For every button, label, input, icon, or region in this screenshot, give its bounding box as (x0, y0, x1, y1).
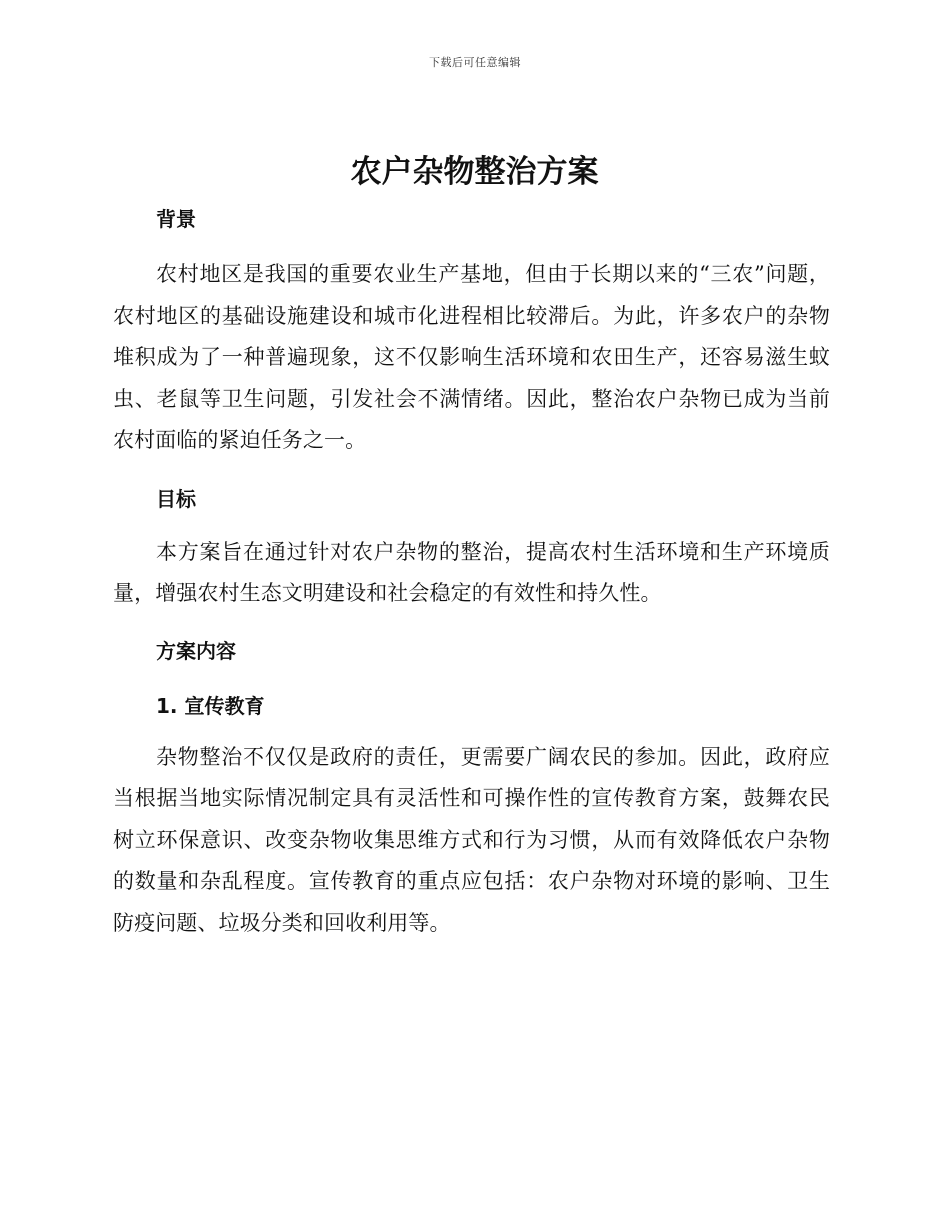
paragraph-background: 农村地区是我国的重要农业生产基地，但由于长期以来的“三农”问题，农村地区的基础设施建设和城市化进程相比较滞后。为此，许多农户的杂物堆积成为了一种普遍现象，这不仅影响生活环境和农田生产，还容易滋生蚊虫、老鼠等卫生问题，引发社会不满情绪。因此，整治农户杂物已成为当前农村面临的紧迫任务之一。 (113, 262, 830, 452)
section-heading-background: 背景 (156, 207, 196, 231)
section-heading-plan: 方案内容 (156, 638, 236, 663)
document-title: 农户杂物整治方案 (350, 154, 599, 190)
header-note: 下载后可任意编辑 (429, 56, 521, 69)
paragraph-publicity-education: 杂物整治不仅仅是政府的责任，更需要广阔农民的参加。因此，政府应当根据当地实际情况制定具有灵活性和可操作性的宣传教育方案，鼓舞农民树立环保意识、改变杂物收集思维方式和行为习惯，从而有效降低农户杂物的数量和杂乱程度。宣传教育的重点应包括：农户杂物对环境的影响、卫生防疫问题、垃圾分类和回收利用等。 (113, 744, 830, 935)
section-heading-goal: 目标 (156, 486, 196, 511)
subsection-heading-publicity-education: 1. 宣传教育 (156, 693, 265, 718)
document-body (113, 148, 830, 944)
paragraph-goal: 本方案旨在通过针对农户杂物的整治，提高农村生活环境和生产环境质量，增强农村生态文明建设和社会稳定的有效性和持久性。 (113, 539, 830, 605)
